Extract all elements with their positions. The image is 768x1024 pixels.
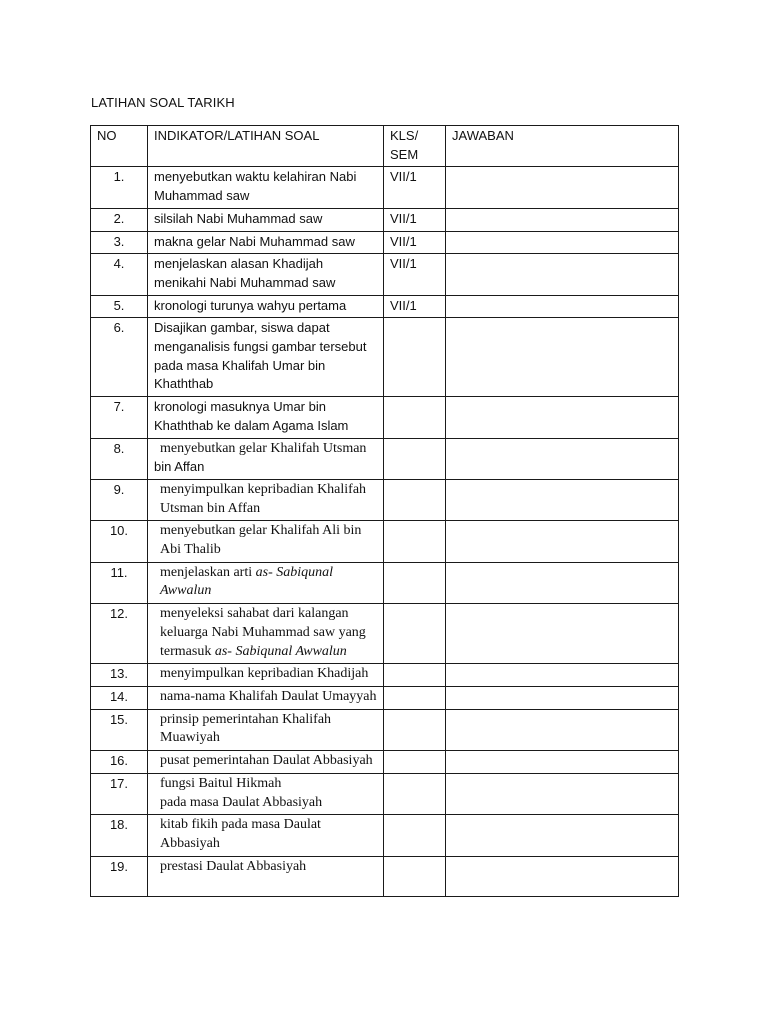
row-number: 2.	[91, 208, 148, 231]
row-jawaban[interactable]	[446, 664, 679, 687]
row-number: 4.	[91, 254, 148, 295]
table-row	[91, 815, 679, 856]
row-number: 3.	[91, 231, 148, 254]
table-row	[91, 438, 679, 479]
header-sem: SEM	[390, 146, 419, 162]
row-indikator	[148, 438, 384, 479]
row-kls: VII/1	[384, 208, 446, 231]
row-kls	[384, 686, 446, 709]
row-number: 16.	[91, 751, 148, 774]
row-indikator	[148, 521, 384, 562]
row-jawaban[interactable]	[446, 318, 679, 397]
row-number: 19.	[91, 856, 148, 896]
table-row	[91, 231, 679, 254]
row-indikator	[148, 664, 384, 687]
row-jawaban[interactable]	[446, 231, 679, 254]
table-row	[91, 773, 679, 814]
table-row	[91, 254, 679, 295]
row-kls	[384, 751, 446, 774]
row-kls	[384, 521, 446, 562]
row-indikator	[148, 686, 384, 709]
table-row	[91, 604, 679, 664]
row-number: 17.	[91, 773, 148, 814]
row-indikator	[148, 709, 384, 750]
row-indikator	[148, 856, 384, 896]
row-number: 14.	[91, 686, 148, 709]
row-indikator	[148, 815, 384, 856]
row-indikator-text: menyimpulkan kepribadian Khalifah Utsman bin Affan	[160, 481, 367, 516]
table-row	[91, 167, 679, 208]
row-number: 15.	[91, 709, 148, 750]
row-indikator-text: prestasi Daulat Abbasiyah	[160, 858, 307, 874]
header-jawaban: JAWABAN	[446, 126, 679, 167]
row-number: 9.	[91, 479, 148, 520]
row-indikator: kronologi turunya wahyu pertama	[148, 295, 384, 318]
row-number: 6.	[91, 318, 148, 397]
row-indikator-text: pusat pemerintahan Daulat Abbasiyah	[160, 753, 373, 769]
row-kls	[384, 709, 446, 750]
row-jawaban[interactable]	[446, 751, 679, 774]
row-jawaban[interactable]	[446, 167, 679, 208]
row-indikator: makna gelar Nabi Muhammad saw	[148, 231, 384, 254]
row-indikator-line: fungsi Baitul Hikmah	[160, 775, 282, 791]
row-indikator	[148, 751, 384, 774]
table-row	[91, 318, 679, 397]
row-jawaban[interactable]	[446, 254, 679, 295]
header-kls-sem	[384, 126, 446, 167]
row-kls: VII/1	[384, 231, 446, 254]
row-number: 5.	[91, 295, 148, 318]
row-jawaban[interactable]	[446, 521, 679, 562]
question-table	[90, 125, 679, 897]
table-row	[91, 397, 679, 438]
row-indikator: Disajikan gambar, siswa dapat menganalisis fungsi gambar tersebut pada masa Khalifah Umar bin Khaththab	[148, 318, 384, 397]
row-number: 1.	[91, 167, 148, 208]
row-indikator-line: pada masa Daulat Abbasiyah	[160, 794, 323, 810]
row-number: 10.	[91, 521, 148, 562]
table-row	[91, 686, 679, 709]
header-no: NO	[91, 126, 148, 167]
row-jawaban[interactable]	[446, 397, 679, 438]
row-indikator	[148, 562, 384, 603]
row-number: 11.	[91, 562, 148, 603]
row-indikator: menyebutkan waktu kelahiran Nabi Muhammad saw	[148, 167, 384, 208]
row-kls	[384, 773, 446, 814]
row-kls	[384, 664, 446, 687]
row-indikator	[148, 604, 384, 664]
row-indikator-line: menyebutkan gelar Khalifah Utsman	[160, 440, 367, 456]
row-indikator-text: menyimpulkan kepribadian Khadijah	[160, 666, 369, 682]
row-jawaban[interactable]	[446, 856, 679, 896]
row-kls	[384, 479, 446, 520]
row-jawaban[interactable]	[446, 295, 679, 318]
row-number: 12.	[91, 604, 148, 664]
row-jawaban[interactable]	[446, 773, 679, 814]
row-indikator-plain: menjelaskan arti	[160, 564, 256, 580]
row-jawaban[interactable]	[446, 686, 679, 709]
row-indikator-text: nama-nama Khalifah Daulat Umayyah	[160, 688, 377, 704]
row-kls	[384, 397, 446, 438]
row-kls	[384, 318, 446, 397]
row-kls	[384, 815, 446, 856]
row-jawaban[interactable]	[446, 604, 679, 664]
row-indikator-text	[154, 564, 377, 601]
table-row	[91, 562, 679, 603]
row-kls: VII/1	[384, 295, 446, 318]
row-indikator-text: kitab fikih pada masa Daulat Abbasiyah	[160, 817, 321, 851]
row-indikator-plain: menyeleksi sahabat dari kalangan keluarga Nabi Muhammad saw yang termasuk	[160, 606, 366, 659]
table-row	[91, 664, 679, 687]
header-indikator: INDIKATOR/LATIHAN SOAL	[148, 126, 384, 167]
table-row	[91, 709, 679, 750]
row-number: 8.	[91, 438, 148, 479]
table-row	[91, 479, 679, 520]
row-indikator: silsilah Nabi Muhammad saw	[148, 208, 384, 231]
row-kls	[384, 438, 446, 479]
row-indikator	[148, 773, 384, 814]
row-number: 18.	[91, 815, 148, 856]
row-indikator: kronologi masuknya Umar bin Khaththab ke dalam Agama Islam	[148, 397, 384, 438]
row-indikator-text: prinsip pemerintahan Khalifah Muawiyah	[160, 711, 332, 746]
row-indikator-italic: as- Sabiqunal Awwalun	[160, 564, 334, 599]
table-row	[91, 295, 679, 318]
table-row	[91, 521, 679, 562]
row-jawaban[interactable]	[446, 562, 679, 603]
row-indikator	[148, 479, 384, 520]
table-row	[91, 208, 679, 231]
row-jawaban[interactable]	[446, 709, 679, 750]
row-kls: VII/1	[384, 167, 446, 208]
row-indikator-line: bin Affan	[154, 459, 205, 475]
table-header-row	[91, 126, 679, 167]
header-kls: KLS/	[390, 128, 419, 143]
row-kls: VII/1	[384, 254, 446, 295]
row-indikator-italic: as- Sabiqunal Awwalun	[214, 643, 347, 659]
row-jawaban[interactable]	[446, 815, 679, 856]
row-indikator-text: menyebutkan gelar Khalifah Ali bin Abi Thalib	[160, 523, 362, 558]
row-number: 13.	[91, 664, 148, 687]
row-jawaban[interactable]	[446, 438, 679, 479]
row-number: 7.	[91, 397, 148, 438]
row-kls	[384, 856, 446, 896]
row-indikator-text	[154, 605, 377, 661]
row-kls	[384, 562, 446, 603]
row-jawaban[interactable]	[446, 479, 679, 520]
table-row	[91, 856, 679, 896]
row-indikator: menjelaskan alasan Khadijah menikahi Nabi Muhammad saw	[148, 254, 384, 295]
row-kls	[384, 604, 446, 664]
document-title: LATIHAN SOAL TARIKH	[91, 95, 235, 110]
table-row	[91, 751, 679, 774]
row-jawaban[interactable]	[446, 208, 679, 231]
